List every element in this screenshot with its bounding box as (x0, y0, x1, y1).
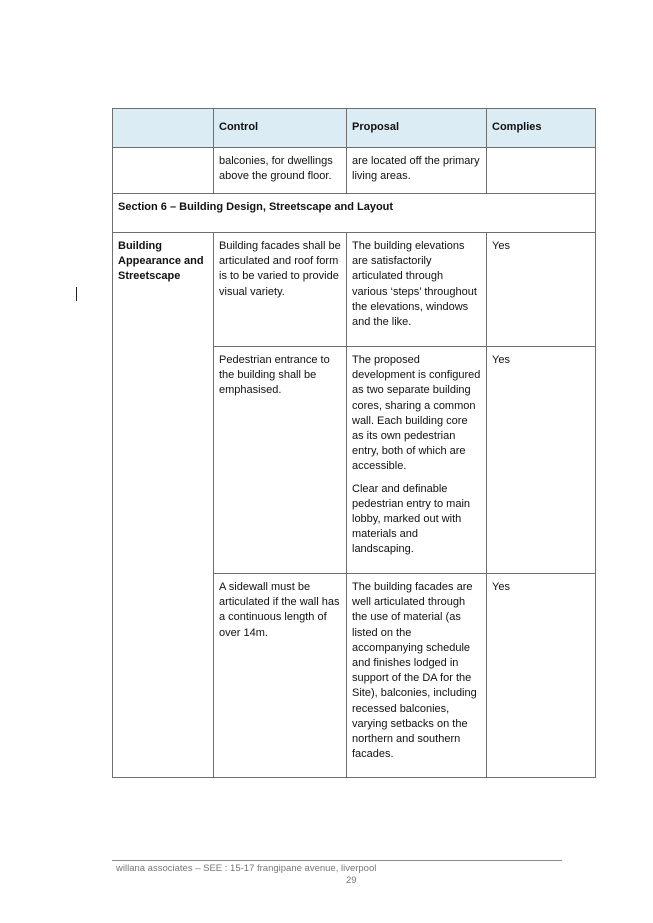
page-number: 29 (346, 875, 357, 886)
header-proposal: Proposal (347, 109, 487, 148)
cell-control: Pedestrian entrance to the building shall be emphasised. (214, 347, 347, 574)
header-blank (113, 109, 214, 148)
cell-control: Building facades shall be articulated and roof form is to be varied to provide visual variety. (214, 233, 347, 347)
proposal-paragraph: The proposed development is configured as two separate building cores, sharing a common wall. Each building core as its own pedestrian entry, both of which are accessible. (352, 354, 481, 473)
cell-blank (113, 148, 214, 194)
cell-proposal (347, 233, 487, 347)
compliance-table (112, 108, 596, 778)
footer-divider (112, 860, 562, 861)
text-cursor (76, 287, 77, 301)
cell-proposal (347, 347, 487, 574)
proposal-paragraph: The building elevations are satisfactorily articulated through various ‘steps’ throughout the elevations, windows and the like. (352, 240, 477, 329)
section-heading: Section 6 – Building Design, Streetscape and Layout (113, 194, 596, 233)
table-row-continuation (113, 148, 596, 194)
cell-control: balconies, for dwellings above the ground floor. (214, 148, 347, 194)
header-control: Control (214, 109, 347, 148)
cell-complies (487, 148, 596, 194)
cell-proposal (347, 574, 487, 778)
proposal-paragraph: Clear and definable pedestrian entry to main lobby, marked out with materials and landscaping. (352, 482, 471, 556)
proposal-paragraph: The building facades are well articulated through the use of material (as listed on the accompanying schedule and finishes lodged in support of the DA for the Site), balconies, including recessed balconies, varying setbacks on the northern and southern facades. (352, 581, 477, 761)
cell-complies: Yes (487, 574, 596, 778)
cell-complies: Yes (487, 233, 596, 347)
table-row (113, 233, 596, 347)
section-heading-row (113, 194, 596, 233)
cell-control: A sidewall must be articulated if the wall has a continuous length of over 14m. (214, 574, 347, 778)
cell-complies: Yes (487, 347, 596, 574)
cell-proposal: are located off the primary living areas. (347, 148, 487, 194)
table-header-row (113, 109, 596, 148)
group-label: Building Appearance and Streetscape (113, 233, 214, 778)
footer-text: willana associates – SEE : 15-17 frangipane avenue, liverpool (116, 863, 377, 874)
header-complies: Complies (487, 109, 596, 148)
